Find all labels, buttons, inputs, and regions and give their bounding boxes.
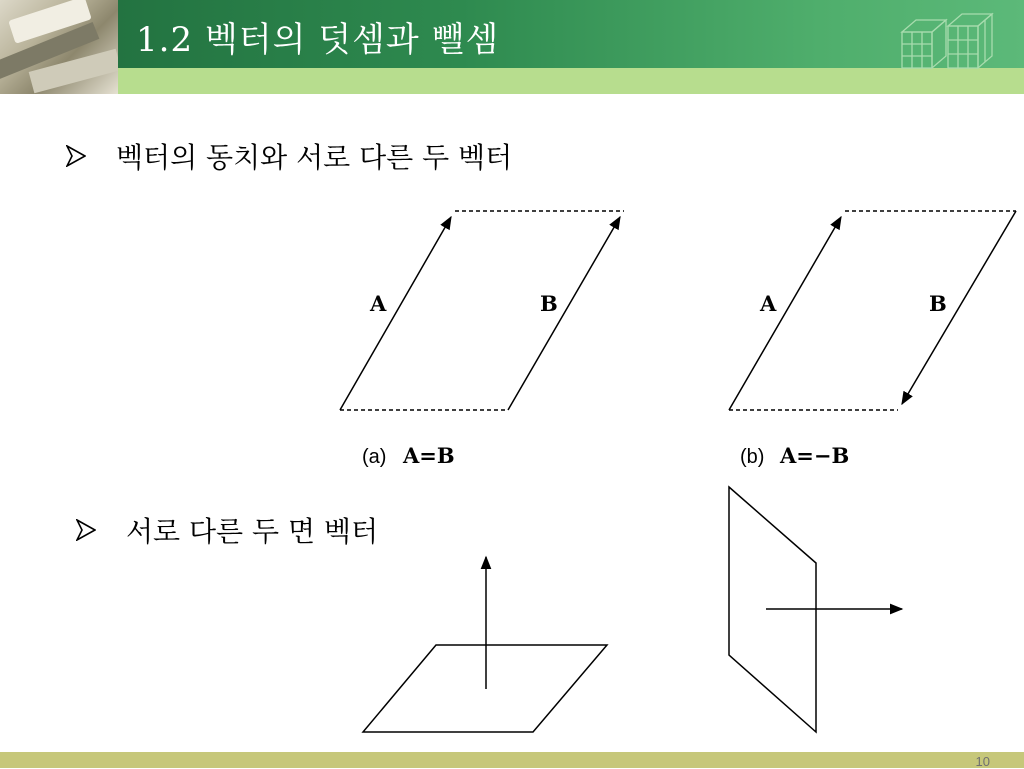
bullet-text: 서로 다른 두 면 벡터: [126, 515, 378, 548]
figure-a-label-a: A: [370, 291, 387, 316]
figure-a-caption-equation: A=B: [403, 443, 455, 468]
figure-a-caption-prefix: (a): [362, 446, 387, 468]
slide-title: 1.2 벡터의 덧셈과 뺄셈: [136, 20, 500, 60]
figure-b-caption-equation: A=−B: [780, 443, 850, 468]
vector-b-arrow: [508, 217, 620, 410]
page-number: 10: [975, 754, 990, 769]
figure-a-label-b: B: [540, 291, 558, 316]
figure-b-caption-prefix: (b): [740, 446, 765, 468]
bullet-text: 벡터의 동치와 서로 다른 두 벡터: [116, 141, 513, 174]
vector-b-arrow: [902, 211, 1016, 404]
figure-b-label-b: B: [929, 291, 947, 316]
horizontal-plane-normal: [363, 557, 607, 732]
figure-b-label-a: A: [760, 291, 777, 316]
vertical-plane-normal: [729, 487, 902, 732]
vector-a-arrow: [729, 217, 841, 410]
vector-a-arrow: [340, 217, 451, 410]
footer-band: [0, 752, 1024, 768]
